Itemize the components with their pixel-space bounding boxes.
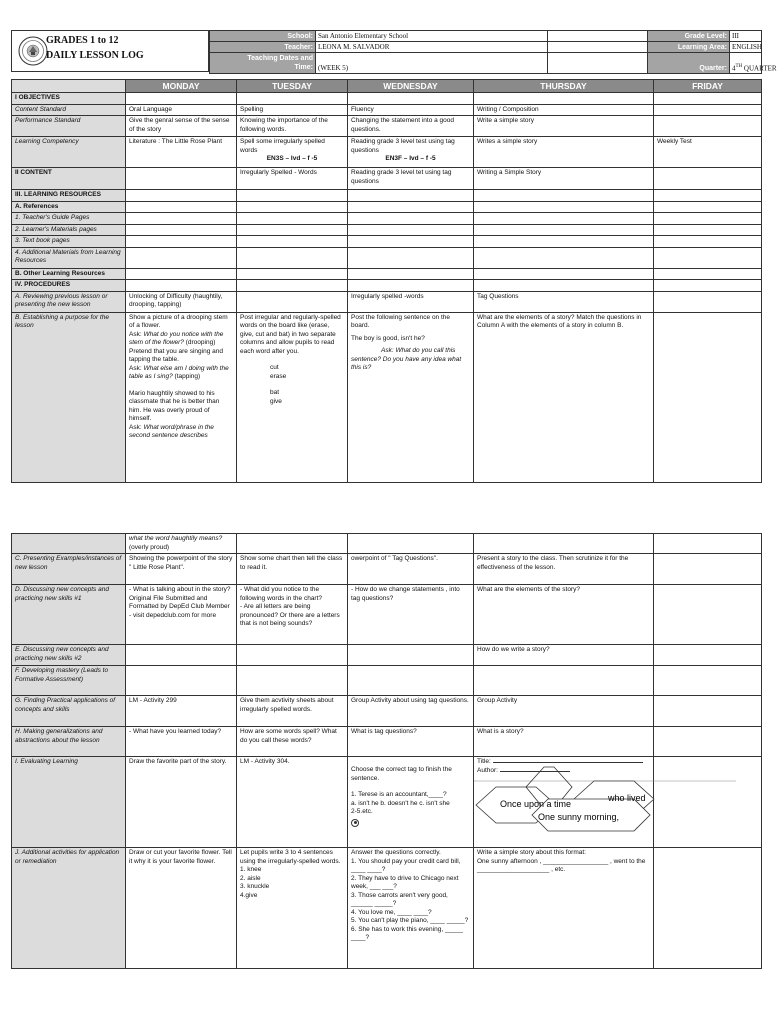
resources-heading: III. LEARNING RESOURCES	[12, 190, 126, 202]
school-label: School:	[210, 31, 316, 42]
additional-thu: Write a simple story about this format: One sunny afternoon , __________________ , went to the ____________________ , etc.	[474, 848, 654, 969]
header-info-table	[209, 30, 777, 74]
practical-label: G. Finding Practical applications of concepts and skills	[12, 696, 126, 727]
day-header-wednesday: WEDNESDAY	[348, 80, 474, 93]
purpose-thu: What are the elements of a story? Match the questions in Column A with the elements of a story in column B.	[474, 312, 654, 482]
content-standard-tue: Spelling	[237, 104, 348, 116]
table-row	[12, 291, 762, 312]
teaching-dates: (WEEK 5)	[316, 53, 548, 74]
generalizations-wed: What is tag questions?	[348, 727, 474, 757]
content-standard-mon: Oral Language	[126, 104, 237, 116]
practical-mon: LM - Activity 299	[126, 696, 237, 727]
performance-standard-label: Performance Standard	[12, 116, 126, 137]
teacher-label: Teacher:	[210, 42, 316, 53]
evaluating-tue: LM - Activity 304.	[237, 757, 348, 848]
table-row	[12, 268, 762, 280]
table-row	[12, 137, 762, 168]
generalizations-label: H. Making generalizations and abstractions about the lesson	[12, 727, 126, 757]
table-row	[12, 236, 762, 248]
additional-tue: Let pupils write 3 to 4 sentences using the irregularly-spelled words. 1. knee 2. aisle 3. knuckle 4.give	[237, 848, 348, 969]
table-row	[12, 645, 762, 666]
radio-icon	[351, 819, 359, 827]
content-standard-thu: Writing / Composition	[474, 104, 654, 116]
mastery-label: F. Developing mastery (Leads to Formative Assessment)	[12, 666, 126, 696]
teachers-guide-label: 1. Teacher's Guide Pages	[12, 213, 126, 225]
evaluating-thu	[474, 757, 654, 848]
competency-wed-code: EN3F – Ivd – f -5	[385, 155, 436, 162]
story-text-who: who lived	[608, 793, 646, 803]
day-header-tuesday: TUESDAY	[237, 80, 348, 93]
grade-level-label: Grade Level:	[648, 31, 730, 42]
school-name: San Antonio Elementary School	[316, 31, 548, 42]
practical-wed: Group Activity about using tag questions.	[348, 696, 474, 727]
table-row	[12, 168, 762, 190]
additional-wed: Answer the questions correctly. 1. You should pay your credit card bill, ____ ____? 2. They have to drive to Chicago next week, ___ ___? 3. Those carrots aren't very good, ______ _____? 4. You love me, ____ ____? 5. You can't play the piano, ____ _____? 6. She has to work this evening, _____ ____?	[348, 848, 474, 969]
story-text-once: Once upon a time	[500, 799, 572, 809]
content-standard-label: Content Standard	[12, 104, 126, 116]
purpose-mon-cont: what the word haughtily means? (overly proud)	[126, 534, 237, 554]
practical-tue: Give them acvtivity sheets about irregularly spelled words.	[237, 696, 348, 727]
table-row	[12, 104, 762, 116]
teaching-dates-label: Teaching Dates and Time:	[210, 53, 316, 74]
table-row	[12, 93, 762, 105]
purpose-mon: Show a picture of a drooping stem of a flower. Ask: What do you notice with the stem of the flower? (drooping) Pretend that you are singing and tapping the table. Ask: What else am I doing with the table as I sing? (tapping) Mario haughtily showed to his classmate that he is better than him. He was overly proud of himself. Ask: What word/phrase in the second sentence describes	[126, 312, 237, 482]
table-row	[12, 585, 762, 645]
table-row	[12, 224, 762, 236]
logo-box	[11, 30, 209, 72]
table-row	[12, 554, 762, 585]
learning-area-label: Learning Area:	[648, 42, 730, 53]
story-map-diagram	[474, 779, 744, 849]
evaluating-mon: Draw the favorite part of the story.	[126, 757, 237, 848]
content-label: II CONTENT	[12, 168, 126, 190]
day-header-friday: FRIDAY	[654, 80, 762, 93]
word-give: give	[270, 397, 282, 405]
table-row	[12, 757, 762, 848]
learners-materials-label: 2. Learner's Materials pages	[12, 224, 126, 236]
presenting-tue: Show some chart then tell the class to read it.	[237, 554, 348, 585]
review-mon: Unlocking of Difficulty (haughtily, drooping, tapping)	[126, 291, 237, 312]
log-title: DAILY LESSON LOG	[46, 50, 144, 61]
review-wed: Irregularly spelled -words	[348, 291, 474, 312]
table-row	[12, 213, 762, 225]
generalizations-mon: - What have you learned today?	[126, 727, 237, 757]
content-wed: Reading grade 3 level tet using tag questions	[348, 168, 474, 190]
performance-standard-wed: Changing the statement into a good questions.	[348, 116, 474, 137]
quarter-label: Quarter:	[648, 53, 730, 74]
presenting-wed: owerpoint of " Tag Questions".	[348, 554, 474, 585]
learning-area: ENGLISH	[730, 42, 762, 53]
word-cut: cut	[270, 364, 279, 371]
evaluating-wed: Choose the correct tag to finish the sentence. 1. Terese is an accountant,____? a. isn't he b. doesn't he c. isn't she 2-5.etc.	[348, 757, 474, 848]
additional-materials-label: 4. Additional Materials from Learning Resources	[12, 247, 126, 268]
content-standard-wed: Fluency	[348, 104, 474, 116]
purpose-wed: Post the following sentence on the board. The boy is good, isn't he? Ask: What do you call this sentence? Do you have any idea what this is?	[348, 312, 474, 482]
presenting-mon: Showing the powerpoint of the story " Little Rose Plant".	[126, 554, 237, 585]
discussing1-thu: What are the elements of the story?	[474, 585, 654, 645]
story-title-line: Title:	[477, 758, 650, 767]
competency-label: Learning Competency	[12, 137, 126, 168]
day-header-thursday: THURSDAY	[474, 80, 654, 93]
story-text-morning: One sunny morning,	[538, 812, 620, 822]
purpose-label: B. Establishing a purpose for the lesson	[12, 312, 126, 482]
additional-mon: Draw or cut your favorite flower. Tell it why it is your favorite flower.	[126, 848, 237, 969]
competency-fri: Weekly Test	[654, 137, 762, 168]
grade-level: III	[730, 31, 762, 42]
discussing1-wed: - How do we change statements , into tag questions?	[348, 585, 474, 645]
table-row	[12, 201, 762, 213]
deped-seal-icon	[18, 36, 48, 66]
table-row	[12, 312, 762, 482]
competency-tue-code: EN3S – Ivd – f -5	[266, 155, 318, 162]
table-row	[12, 190, 762, 202]
word-bat: bat	[270, 389, 280, 396]
discussing1-mon: - What is talking about in the story? Original File Submitted and Formatted by DepEd Club Member - visit depedclub.com for more	[126, 585, 237, 645]
word-erase: erase	[270, 372, 287, 380]
additional-label: J. Additional activities for application or remediation	[12, 848, 126, 969]
teacher-name: LEONA M. SALVADOR	[316, 42, 548, 53]
day-header-monday: MONDAY	[126, 80, 237, 93]
table-row	[12, 280, 762, 292]
practical-thu: Group Activity	[474, 696, 654, 727]
lesson-log-table-1	[11, 79, 762, 483]
table-row	[12, 534, 762, 554]
review-thu: Tag Questions	[474, 291, 654, 312]
presenting-thu: Present a story to the class. Then scrutinize it for the effectiveness of the lesson.	[474, 554, 654, 585]
procedures-heading: IV. PROCEDURES	[12, 280, 126, 292]
competency-mon: Literature : The Little Rose Plant	[126, 137, 237, 168]
table-row	[12, 848, 762, 969]
table-row	[12, 247, 762, 268]
table-row	[12, 666, 762, 696]
generalizations-thu: What is a story?	[474, 727, 654, 757]
evaluating-label: I. Evaluating Learning	[12, 757, 126, 848]
discussing1-label: D. Discussing new concepts and practicing new skills #1	[12, 585, 126, 645]
competency-wed: Reading grade 3 level test using tag questions EN3F – Ivd – f -5	[348, 137, 474, 168]
quarter: 4TH QUARTER	[730, 53, 762, 74]
objectives-heading: I OBJECTIVES	[12, 93, 126, 105]
competency-thu: Writes a simple story	[474, 137, 654, 168]
purpose-tue: Post irregular and regularly-spelled words on the board like (erase, give, cut and bat) in two separate columns and allow pupils to read each word after you. cut erase bat give	[237, 312, 348, 482]
content-tue: Irregularly Spelled - Words	[237, 168, 348, 190]
review-label: A. Reviewing previous lesson or presenting the new lesson	[12, 291, 126, 312]
performance-standard-thu: Write a simple story	[474, 116, 654, 137]
table-row	[12, 696, 762, 727]
discussing1-tue: - What did you notice to the following words in the chart? - Are all letters are being pronounced? Or there are a letters that is not being sounds?	[237, 585, 348, 645]
table-row	[12, 116, 762, 137]
story-author-line: Author:	[477, 767, 650, 776]
textbook-label: 3. Text book pages	[12, 236, 126, 248]
performance-standard-tue: Knowing the importance of the following words.	[237, 116, 348, 137]
generalizations-tue: How are some words spell? What do you call these words?	[237, 727, 348, 757]
header	[11, 30, 777, 72]
other-resources-label: B. Other Learning Resources	[12, 268, 126, 280]
discussing2-label: E. Discussing new concepts and practicing new skills #2	[12, 645, 126, 666]
lesson-log-table-2	[11, 533, 762, 969]
presenting-label: C. Presenting Examples/instances of new lesson	[12, 554, 126, 585]
table-row	[12, 727, 762, 757]
discussing2-thu: How do we write a story?	[474, 645, 654, 666]
performance-standard-mon: Give the genral sense of the sense of the story	[126, 116, 237, 137]
competency-tue: Spell some irregularly spelled words EN3S – Ivd – f -5	[237, 137, 348, 168]
content-thu: Writing a Simple Story	[474, 168, 654, 190]
references-heading: A. References	[12, 201, 126, 213]
grades-label: GRADES 1 to 12	[46, 35, 119, 46]
